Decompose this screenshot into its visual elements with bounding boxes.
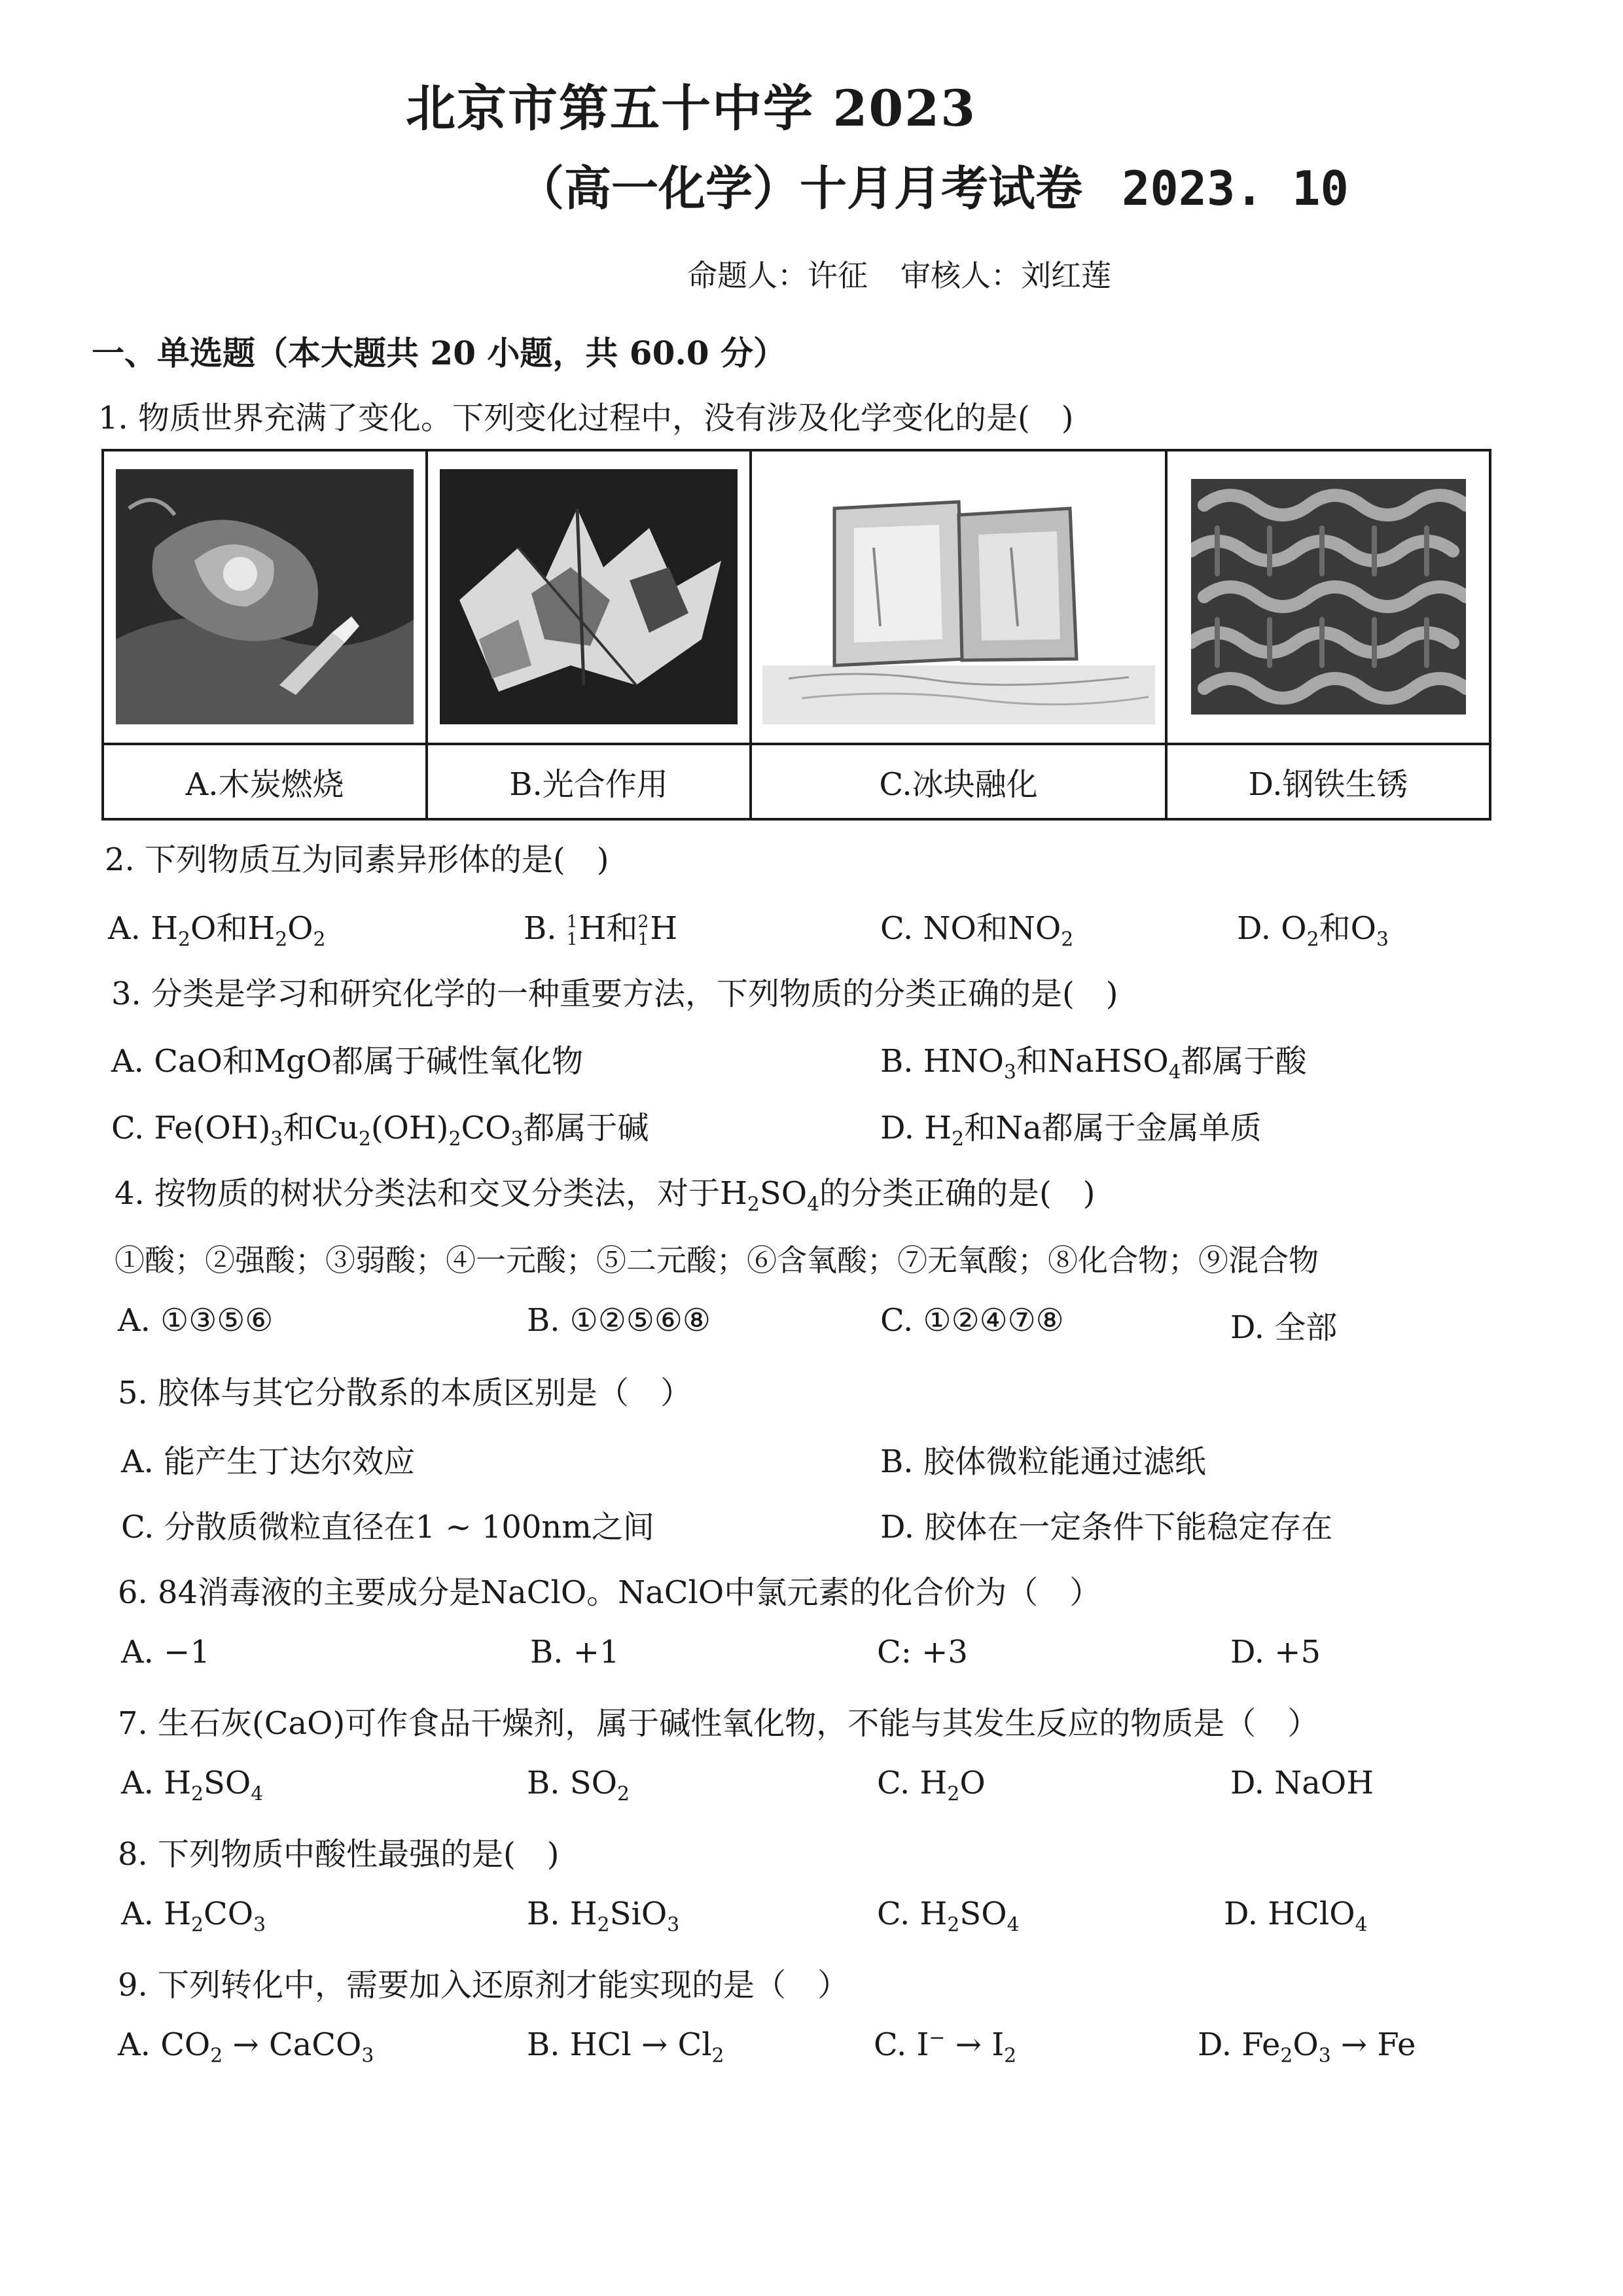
question-setter: 命题人：许征	[687, 258, 868, 293]
question-8-stem: 8. 下列物质中酸性最强的是( )	[118, 1836, 560, 1873]
question-3-option-d: D. $H_2$和Na都属于金属单质	[880, 1110, 1262, 1151]
exam-date: 2023. 10	[1122, 161, 1349, 216]
rusty-chain-image	[1191, 479, 1466, 715]
question-9-stem: 9. 下列转化中，需要加入还原剂才能实现的是（ ）	[118, 1967, 849, 2004]
question-2-option-d: D. $O_2$和$O_3$	[1237, 910, 1389, 951]
caption-a: A.木炭燃烧	[103, 744, 427, 819]
question-8-option-b: B. $H_2SiO_3$	[527, 1896, 680, 1937]
question-4-option-a: A. ①③⑤⑥	[118, 1302, 274, 1339]
caption-b: B.光合作用	[427, 744, 751, 819]
exam-title	[517, 150, 1349, 219]
photosynthesis-image	[440, 469, 738, 724]
question-8-option-a: A. $H_2CO_3$	[121, 1896, 266, 1937]
caption-d: D.钢铁生锈	[1166, 744, 1490, 819]
question-4-option-b: B. ①②⑤⑥⑧	[527, 1302, 711, 1339]
exam-subject-title: （高一化学）十月月考试卷	[517, 160, 1083, 216]
question-5-option-a: A. 能产生丁达尔效应	[121, 1443, 416, 1480]
question-9-option-a: A. $CO_2$ → CaCO$_3$	[118, 2026, 374, 2068]
question-5-stem: 5. 胶体与其它分散系的本质区别是（ ）	[118, 1375, 692, 1411]
question-9-option-c: C. $I^- \to I_2$	[874, 2026, 1017, 2068]
image-cell-charcoal	[103, 450, 427, 744]
charcoal-burning-image	[116, 469, 414, 724]
image-cell-ice	[751, 450, 1166, 744]
question-7-option-b: B. $SO_2$	[527, 1765, 630, 1806]
question-3-stem: 3. 分类是学习和研究化学的一种重要方法，下列物质的分类正确的是( )	[111, 976, 1118, 1012]
caption-c: C.冰块融化	[751, 744, 1166, 819]
image-cell-rust	[1166, 450, 1490, 744]
question-2-stem: 2. 下列物质互为同素异形体的是( )	[105, 841, 609, 878]
question-9-option-b: B. HCl → $Cl_2$	[527, 2026, 724, 2068]
question-4-choice-list: ①酸；②强酸；③弱酸；④一元酸；⑤二元酸；⑥含氧酸；⑦无氧酸；⑧化合物；⑨混合物	[115, 1243, 1319, 1278]
question-6-stem: 6. 84消毒液的主要成分是NaClO。NaClO中氯元素的化合价为（ ）	[118, 1574, 1101, 1611]
question-3-option-b: B. $HNO_3$和NaHSO$_4$都属于酸	[880, 1043, 1307, 1084]
question-4-option-c: C. ①②④⑦⑧	[880, 1302, 1064, 1339]
question-9-option-d: D. $Fe_2O_3 \to Fe$	[1198, 2026, 1416, 2068]
question-6-option-b: B. +1	[530, 1634, 620, 1670]
section-title: 一、单选题（本大题共 20 小题，共 60.0 分）	[92, 334, 786, 372]
question-2-option-b: B. 1 1 H和 2 1 H	[524, 910, 678, 949]
question-2-option-a: A. $H_2O$和$H_2O_2$	[108, 910, 326, 951]
question-4-stem: 4. 按物质的树状分类法和交叉分类法，对于$H_2SO_4$的分类正确的是( )	[115, 1175, 1096, 1216]
question-7-option-d: D. NaOH	[1230, 1765, 1374, 1801]
image-cell-photosynthesis	[427, 450, 751, 744]
reviewer: 审核人：刘红莲	[901, 258, 1111, 293]
question-8-option-c: C. $H_2SO_4$	[877, 1896, 1020, 1937]
ice-cube-image	[762, 469, 1155, 724]
question-8-option-d: D. HClO$_4$	[1224, 1896, 1368, 1937]
question-5-option-c: C. 分散质微粒直径在1 ~ 100nm之间	[121, 1509, 654, 1545]
question-3-option-c: C. $Fe(OH)_3$和$Cu_2(OH)_2CO_3$都属于碱	[111, 1110, 649, 1151]
question-6-option-c: C: +3	[877, 1634, 968, 1670]
question-1-stem: 1. 物质世界充满了变化。下列变化过程中，没有涉及化学变化的是( )	[98, 400, 1074, 436]
exam-authors	[687, 252, 1111, 295]
question-7-option-c: C. $H_2O$	[877, 1765, 986, 1806]
question-4-option-d: D. 全部	[1230, 1309, 1338, 1346]
school-title: 北京市第五十中学 2023	[406, 79, 976, 137]
question-5-option-d: D. 胶体在一定条件下能稳定存在	[880, 1509, 1333, 1545]
question-6-option-d: D. +5	[1230, 1634, 1321, 1670]
question-6-option-a: A. −1	[121, 1634, 210, 1670]
question-1-image-table	[101, 449, 1491, 821]
question-3-option-a: A. CaO和MgO都属于碱性氧化物	[111, 1043, 584, 1080]
question-2-option-c: C. NO和$NO_2$	[880, 910, 1074, 951]
question-5-option-b: B. 胶体微粒能通过滤纸	[880, 1443, 1206, 1480]
question-7-option-a: A. $H_2SO_4$	[121, 1765, 264, 1806]
question-7-stem: 7. 生石灰(CaO)可作食品干燥剂，属于碱性氧化物，不能与其发生反应的物质是（ ）	[118, 1705, 1319, 1742]
